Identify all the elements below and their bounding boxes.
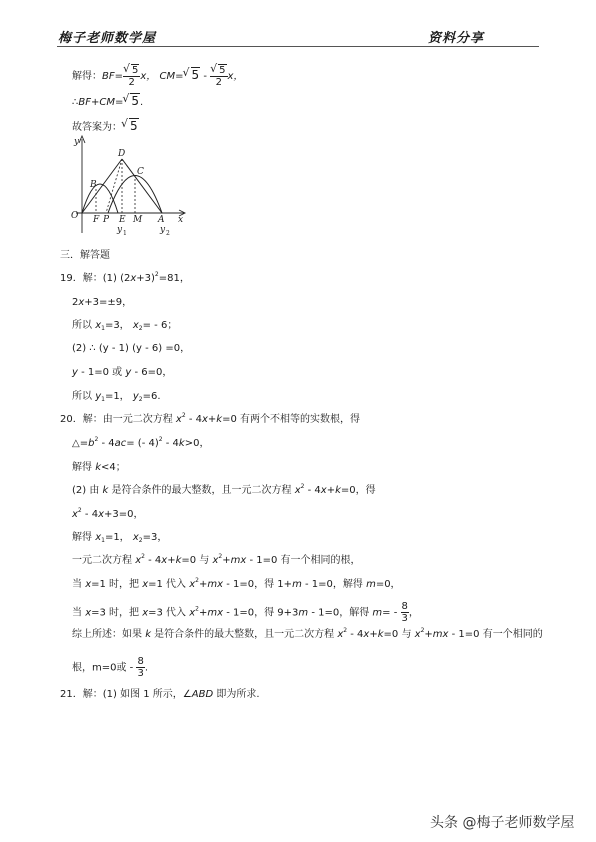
sub: 2 [138, 537, 143, 544]
answer-line-bf-cm [72, 64, 243, 88]
text: - 4 [144, 555, 162, 566]
label-e: E [119, 215, 126, 225]
text: 是符合条件的最大整数，且一元二次方程 [108, 485, 295, 496]
text: + [167, 555, 176, 566]
q19-line5 [72, 366, 172, 380]
text: m=0或 - [92, 662, 137, 674]
text: y [95, 391, 102, 402]
text: = [114, 71, 124, 82]
sqrt: √ 5 [129, 118, 139, 133]
q19-line1 [60, 272, 190, 286]
text: =0， [375, 579, 401, 590]
text: BF [102, 71, 115, 82]
text: - 4 [98, 438, 115, 449]
fraction [401, 601, 409, 624]
text: x [363, 629, 370, 640]
text: 当 [72, 607, 86, 619]
text: - 4 [304, 485, 321, 496]
text: =0 有两个不相等的实数根，得 [222, 414, 361, 425]
label-f: F [93, 215, 100, 225]
sup: 2 [300, 483, 305, 490]
label-y1-sub: 1 [123, 230, 127, 237]
sup: 2 [343, 627, 348, 634]
text: 所以 [72, 391, 96, 402]
text: =0 与 [181, 555, 213, 566]
label-y2-sub: 2 [166, 230, 170, 237]
text: x [132, 320, 139, 331]
text: 根， [72, 662, 92, 674]
text: x [320, 485, 327, 496]
text: - 4 [185, 414, 202, 425]
text: =1， [104, 391, 130, 402]
label-a: A [158, 215, 165, 225]
sup: 2 [158, 436, 163, 443]
text: BF+CM [78, 97, 115, 108]
watermark: 头条 @梅子老师数学屋 [430, 815, 575, 831]
sub: 1 [101, 396, 105, 403]
text: + [369, 629, 378, 640]
sub: 2 [138, 325, 143, 332]
q20-line1 [60, 413, 360, 427]
label-o: O [71, 211, 79, 221]
text: =3 代入 [148, 607, 190, 619]
sqrt: √ 5 [218, 64, 226, 76]
header-rule [57, 46, 539, 47]
label-y1: y [117, 225, 123, 235]
section-heading: 三．解答题 [60, 250, 110, 261]
text: + [207, 414, 217, 425]
denominator: 2 [128, 77, 135, 88]
text: - 1=0，得 9+3 [223, 607, 299, 619]
text: m [366, 579, 376, 590]
text: + [222, 555, 231, 566]
text: mx [230, 555, 247, 566]
q20-line3 [72, 461, 126, 475]
label-m: M [133, 215, 143, 225]
text: x [78, 297, 85, 308]
text: x [189, 579, 196, 590]
label-b: B [90, 180, 97, 190]
q19-line3 [72, 319, 177, 333]
fraction [210, 64, 227, 88]
header-left: 梅子老师数学屋 [58, 31, 157, 46]
sup: 2 [420, 627, 425, 634]
text: y [132, 391, 139, 402]
text: = [175, 71, 184, 82]
text: m [292, 579, 302, 590]
text: 是符合条件的最大整数，且一元二次方程 [150, 629, 338, 640]
text: + [326, 485, 336, 496]
text: . [144, 662, 149, 674]
text: x [130, 273, 137, 284]
text: 所以 [72, 320, 96, 331]
numerator: 8 [401, 601, 408, 612]
sup: 2 [154, 271, 159, 278]
text: - 1=0，解得 [308, 607, 373, 619]
fraction [123, 64, 140, 88]
q20-line7 [72, 554, 361, 568]
text: x [212, 555, 219, 566]
label-c: C [137, 167, 144, 177]
text: mx [207, 607, 224, 619]
text: - 1=0 有一个相同的根， [246, 555, 361, 566]
text: - 1=0 有一个相同的 [448, 629, 543, 640]
text: x [161, 555, 168, 566]
text: b [88, 438, 95, 449]
q19-line4: (2) ∴ (y - 1) (y - 6) =0， [72, 343, 191, 354]
text: k [178, 438, 185, 449]
text: =81， [158, 273, 190, 284]
text: + [424, 629, 433, 640]
text: k [175, 555, 182, 566]
text: +3) [136, 273, 155, 284]
text: m [372, 607, 383, 619]
text: - 6=0， [131, 367, 173, 378]
label-x: x [178, 215, 184, 225]
text: x [201, 414, 208, 425]
text: x [142, 607, 149, 619]
sub: 1 [101, 325, 105, 332]
text: . [140, 97, 144, 108]
sup: 2 [195, 577, 199, 584]
text: 综上所述：如果 [72, 629, 146, 640]
text: k [102, 485, 109, 496]
text: x [189, 607, 196, 619]
text: - 4 [347, 629, 364, 640]
text: x [85, 607, 92, 619]
text: + [199, 607, 208, 619]
text: k [95, 462, 101, 473]
text: x [337, 629, 344, 640]
denominator: 2 [215, 77, 222, 88]
text: =1， [104, 532, 130, 543]
sub: 2 [138, 396, 143, 403]
answer-line-sum [72, 93, 143, 110]
denominator: 3 [137, 668, 144, 679]
label-d: D [118, 149, 126, 159]
text: x [72, 509, 78, 520]
text: ， [408, 607, 419, 619]
sqrt: √ 5 [131, 64, 139, 76]
sup: 2 [218, 553, 223, 560]
label-y2: y [160, 225, 166, 235]
text: + [199, 579, 208, 590]
text: >0， [184, 438, 210, 449]
text: mx [207, 579, 224, 590]
text: =3， [142, 532, 168, 543]
text: CM [159, 71, 176, 82]
parabola-figure [62, 133, 192, 238]
text: 解得 [72, 462, 96, 473]
text: x [142, 579, 149, 590]
text: 一元二次方程 [72, 555, 136, 566]
q21-line1 [60, 688, 260, 702]
text: 19．解：(1) (2 [60, 273, 131, 284]
text: =0，得 [340, 485, 376, 496]
segment-od [82, 159, 122, 213]
sup: 2 [195, 605, 199, 613]
text: x [414, 629, 421, 640]
text: = - 6； [142, 320, 178, 331]
q20-line10 [72, 628, 543, 642]
sup: 2 [181, 412, 186, 419]
text: m [298, 607, 309, 619]
text: x [85, 579, 92, 590]
text: 20．解：由一元二次方程 [60, 414, 176, 425]
denominator: 3 [401, 613, 408, 624]
text: =3 时，把 [91, 607, 143, 619]
sup: 2 [141, 553, 145, 560]
text: x [175, 414, 182, 425]
text: =1 时，把 [91, 579, 143, 590]
text: x， [140, 71, 157, 82]
text: y [125, 367, 132, 378]
dash-d-p [106, 159, 122, 213]
sub: 1 [101, 537, 105, 544]
q20-line4 [72, 484, 376, 498]
text: =6. [142, 391, 161, 402]
q20-line6 [72, 531, 167, 545]
text: ∴ [72, 97, 79, 108]
text: x， [227, 71, 244, 82]
text: = (- 4) [126, 438, 159, 449]
text: k [216, 414, 223, 425]
text: = - [382, 607, 401, 619]
text: 21．解：(1) 如图 1 所示， [60, 689, 183, 700]
text: 解得： [72, 71, 102, 82]
text: ∠ABD [182, 689, 214, 700]
text: x [98, 509, 104, 520]
q19-line2 [72, 296, 132, 310]
label-p: P [103, 215, 110, 225]
fraction [136, 656, 144, 679]
text: k [377, 629, 384, 640]
sup: 2 [77, 507, 82, 514]
q19-line6 [72, 390, 161, 404]
sqrt: √ 5 [130, 93, 140, 108]
text: - 1=0，得 1+ [223, 579, 293, 590]
text: +3=0， [104, 509, 144, 520]
text: =0 与 [383, 629, 415, 640]
text: x [132, 532, 139, 543]
text: - 4 [162, 438, 179, 449]
text: △= [72, 438, 89, 449]
text: mx [432, 629, 449, 640]
text: x [95, 320, 102, 331]
text: 2 [72, 297, 79, 308]
q20-line9 [72, 601, 419, 624]
text: k [145, 629, 151, 640]
text: - 1=0，解得 [301, 579, 367, 590]
text: - [200, 71, 211, 82]
text: x [294, 485, 301, 496]
numerator: 8 [137, 656, 144, 667]
text: 即为所求. [213, 689, 260, 700]
sqrt: √ 5 [191, 67, 201, 82]
header-right: 资料分享 [428, 31, 485, 46]
text: x [95, 532, 102, 543]
text: ac [114, 438, 127, 449]
text: y [72, 367, 78, 378]
q20-line5 [72, 508, 143, 522]
text: +3=±9， [84, 297, 133, 308]
text: = [114, 97, 124, 108]
text: (2) 由 [72, 485, 103, 496]
text: 解得 [72, 532, 96, 543]
label-y: y [74, 137, 80, 147]
q20-line8 [72, 578, 401, 592]
text: x [135, 555, 142, 566]
text: k [335, 485, 341, 496]
sup: 2 [94, 436, 99, 443]
text: 当 [72, 579, 86, 590]
text: =1 代入 [148, 579, 190, 590]
q20-line2 [72, 437, 209, 451]
text: - 1=0 或 [77, 367, 126, 378]
q20-line11 [72, 656, 148, 679]
text: <4； [100, 462, 126, 473]
text: =3， [104, 320, 130, 331]
text: 故答案为： [72, 122, 122, 133]
text: - 4 [81, 509, 99, 520]
